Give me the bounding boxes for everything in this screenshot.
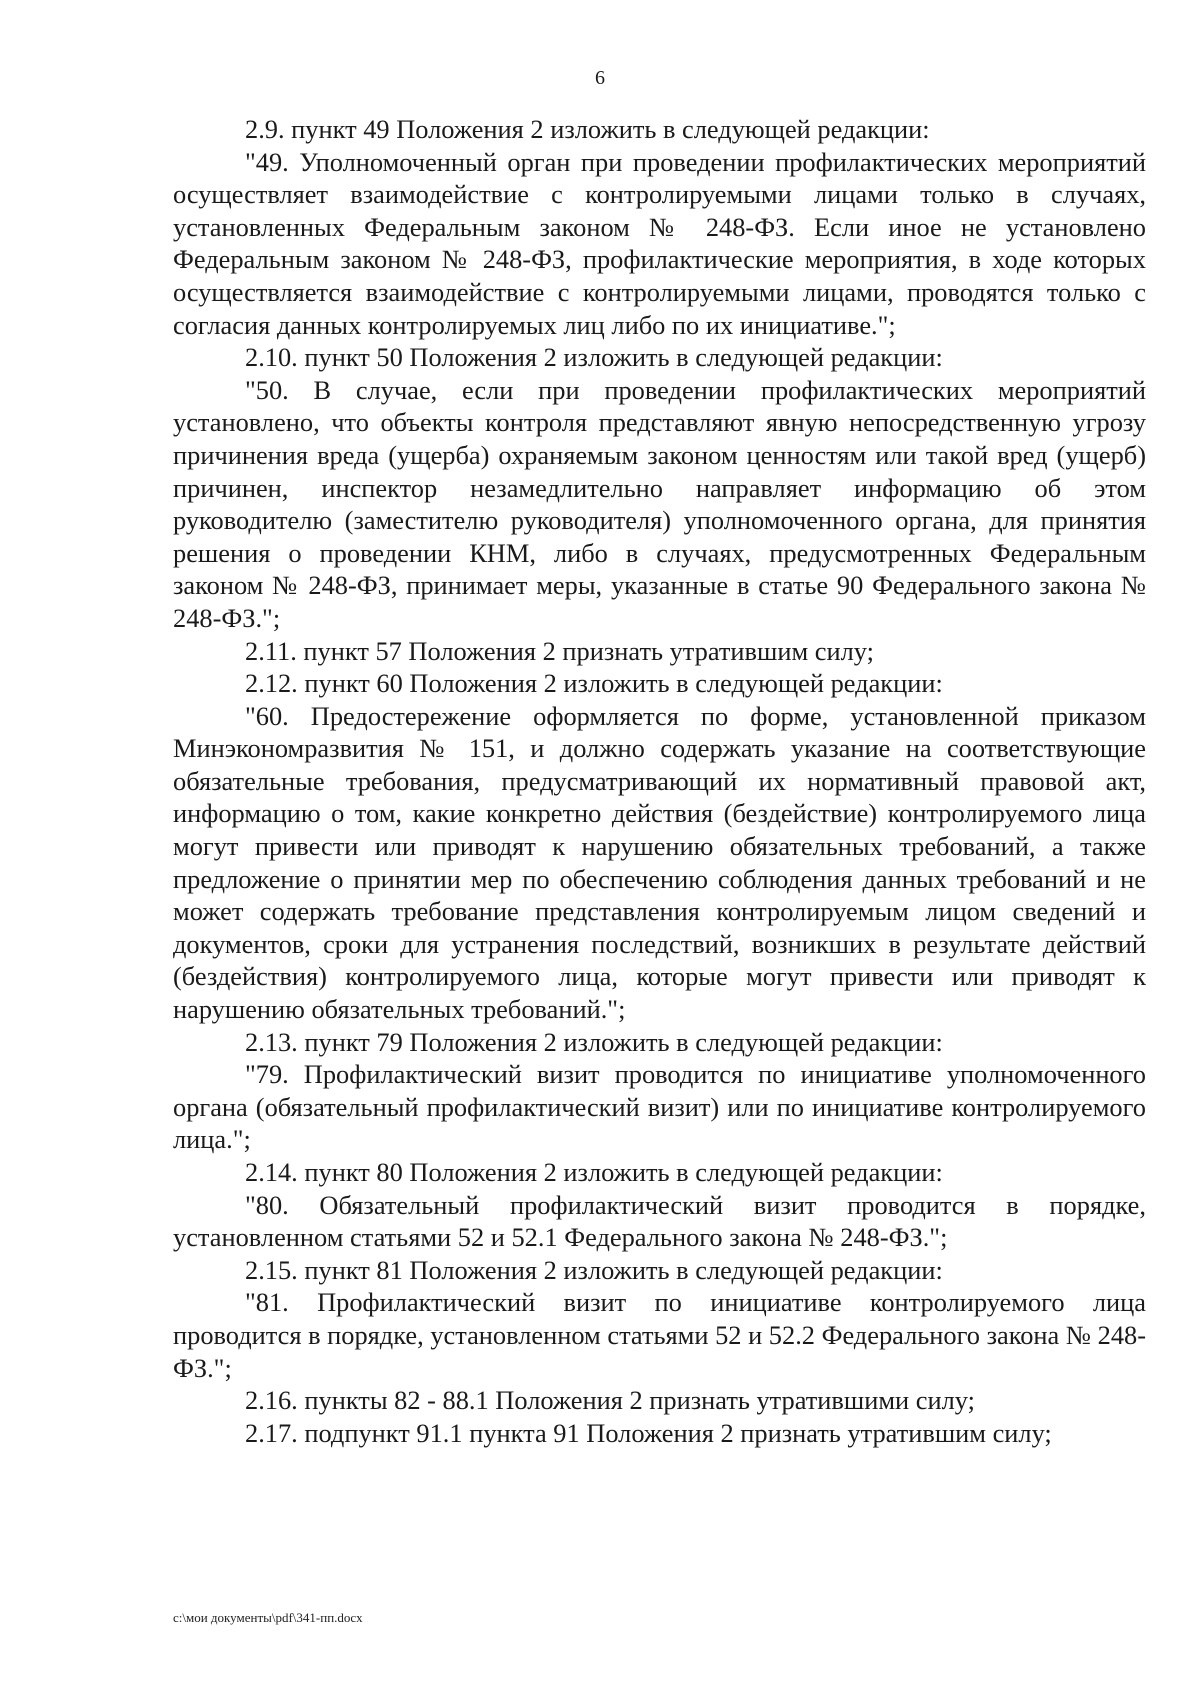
paragraph-2-10: 2.10. пункт 50 Положения 2 изложить в следующей редакции: — [245, 342, 943, 373]
paragraph-2-17: 2.17. подпункт 91.1 пункта 91 Положения 2 признать утратившим силу; — [245, 1417, 1052, 1448]
paragraph-2-15: 2.15. пункт 81 Положения 2 изложить в следующей редакции: — [245, 1254, 943, 1285]
paragraph-2-14: 2.14. пункт 80 Положения 2 изложить в следующей редакции: — [245, 1157, 943, 1187]
paragraph-2-12: 2.12. пункт 60 Положения 2 изложить в следующей редакции: — [245, 668, 943, 699]
page-number: 6 — [595, 67, 605, 89]
paragraph-quote-50: "50. В случае, если при проведении профилактических мероприятий установлено, что объекты контроля представляют явную непосредственную угрозу причинения вреда (ущерба) охраняемым законом ценностям или такой вред (ущерб) причинен, инспектор незамедлительно направляет информацию об этом руководителю (заместителю руководителя) уполномоченного органа, для принятия решения о проведении КНМ, либо в случаях, предусмотренных Федеральным законом № 248-ФЗ, принимает меры, указанные в статье 90 Федерального закона № 248-ФЗ."; — [173, 374, 1146, 633]
paragraph-2-16: 2.16. пункты 82 - 88.1 Положения 2 признать утратившими силу; — [245, 1385, 975, 1416]
footer-file-path: c:\мои документы\pdf\341-пп.docx — [173, 1610, 363, 1625]
document-body — [173, 113, 1146, 1449]
paragraph-2-11: 2.11. пункт 57 Положения 2 признать утратившим силу; — [245, 635, 874, 666]
paragraph-2-13: 2.13. пункт 79 Положения 2 изложить в следующей редакции: — [245, 1026, 943, 1057]
paragraph-2-9: 2.9. пункт 49 Положения 2 изложить в следующей редакции: — [245, 114, 930, 144]
paragraph-quote-81: "81. Профилактический визит по инициативе контролируемого лица проводится в порядке, установленном статьями 52 и 52.2 Федерального закона № 248-ФЗ."; — [173, 1287, 1146, 1383]
paragraph-quote-49: "49. Уполномоченный орган при проведении профилактических мероприятий осуществляет взаимодействие с контролируемыми лицами только в случаях, установленных Федеральным законом № 248-ФЗ. Если иное не установлено Федеральным законом № 248-ФЗ, профилактические мероприятия, в ходе которых осуществляется взаимодействие с контролируемыми лицами, проводятся только с согласия данных контролируемых лиц либо по их инициативе."; — [173, 146, 1146, 340]
paragraph-quote-80: "80. Обязательный профилактический визит проводится в порядке, установленном статьями 52 и 52.1 Федерального закона № 248-ФЗ."; — [173, 1189, 1146, 1253]
paragraph-quote-79: "79. Профилактический визит проводится по инициативе уполномоченного органа (обязательный профилактический визит) или по инициативе контролируемого лица."; — [173, 1059, 1146, 1155]
paragraph-quote-60: "60. Предостережение оформляется по форме, установленной приказом Минэкономразвития № 151, и должно содержать указание на соответствующие обязательные требования, предусматривающий их нормативный правовой акт, информацию о том, какие конкретно действия (бездействие) контролируемого лица могут привести или приводят к нарушению обязательных требований, а также предложение о принятии мер по обеспечению соблюдения данных требований и не может содержать требование представления контролируемым лицом сведений и документов, сроки для устранения последствий, возникших в результате действий (бездействия) контролируемого лица, которые могут привести или приводят к нарушению обязательных требований."; — [173, 700, 1146, 1025]
